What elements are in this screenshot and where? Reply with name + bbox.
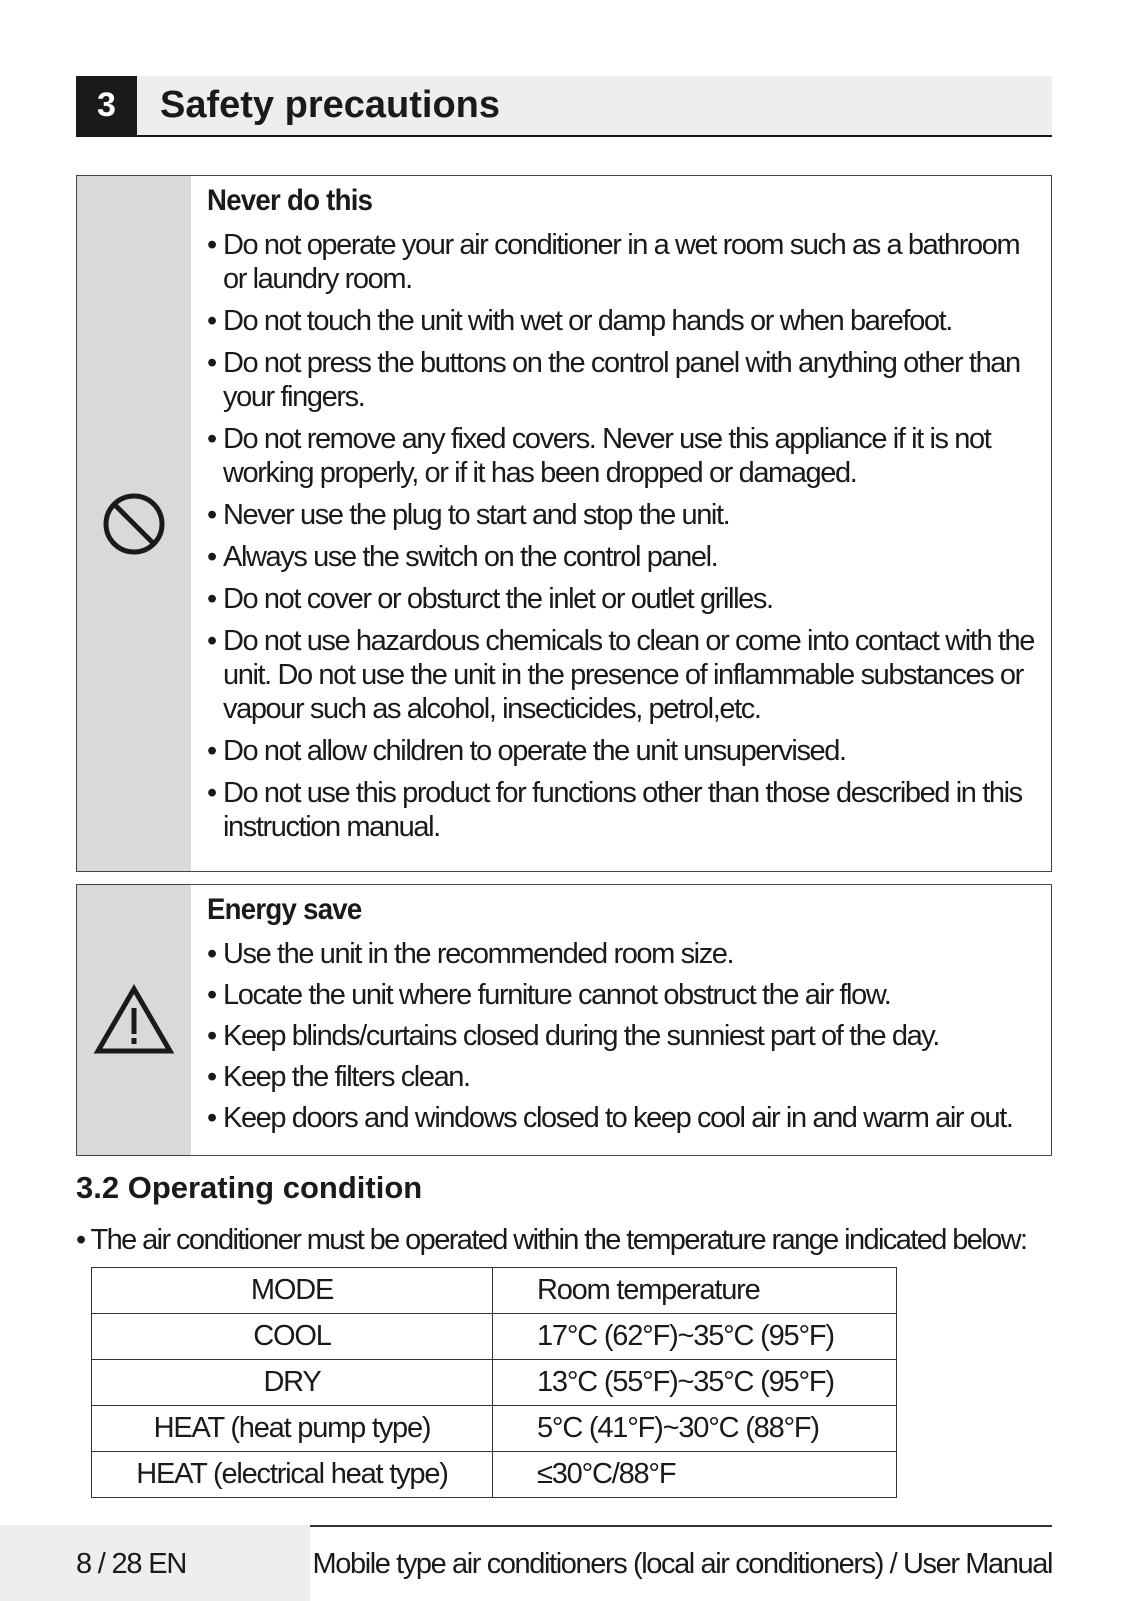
subsection-intro: • The air conditioner must be operated within the temperature range indicated below:: [76, 1224, 1027, 1256]
table-row: [92, 1314, 897, 1360]
footer-divider: [310, 1525, 1052, 1527]
list-item: • Do not use this product for functions other than those described in this instruction manual.: [207, 776, 1039, 844]
intro-text: The air conditioner must be operated within the temperature range indicated below:: [90, 1224, 1027, 1256]
page-number: 8 / 28 EN: [76, 1548, 187, 1580]
never-box-sidebar: [77, 176, 191, 871]
table-header-row: [92, 1268, 897, 1314]
temperature-cell: 13°C (55°F)~35°C (95°F): [493, 1360, 897, 1406]
mode-cell: HEAT (heat pump type): [92, 1406, 493, 1452]
list-item: • Always use the switch on the control panel.: [207, 540, 1039, 574]
energy-box-heading: Energy save: [207, 893, 362, 926]
section-number: 3: [76, 76, 137, 135]
section-header: [76, 76, 1052, 137]
temperature-cell: 17°C (62°F)~35°C (95°F): [493, 1314, 897, 1360]
list-item: • Do not use hazardous chemicals to clean or come into contact with the unit. Do not use the unit in the presence of inflammable substances or vapour such as alcohol, insecticides, petrol,etc.: [207, 624, 1039, 726]
document-title: Mobile type air conditioners (local air conditioners) / User Manual: [312, 1548, 1052, 1580]
never-list: [207, 228, 1039, 844]
table-row: [92, 1406, 897, 1452]
list-item: • Do not touch the unit with wet or damp hands or when barefoot.: [207, 304, 1039, 338]
list-item: • Use the unit in the recommended room size.: [207, 937, 1039, 971]
list-item: • Do not remove any fixed covers. Never use this appliance if it is not working properly, or if it has been dropped or damaged.: [207, 422, 1039, 490]
list-item: • Keep doors and windows closed to keep cool air in and warm air out.: [207, 1101, 1039, 1135]
table-row: [92, 1452, 897, 1498]
list-item: • Never use the plug to start and stop the unit.: [207, 498, 1039, 532]
mode-cell: HEAT (electrical heat type): [92, 1452, 493, 1498]
section-title: Safety precautions: [160, 84, 500, 126]
energy-list: [207, 937, 1039, 1135]
mode-cell: DRY: [92, 1360, 493, 1406]
never-do-this-box: [76, 175, 1052, 872]
list-item: • Do not cover or obsturct the inlet or outlet grilles.: [207, 582, 1039, 616]
prohibited-icon: [101, 491, 167, 557]
list-item: • Keep blinds/curtains closed during the sunniest part of the day.: [207, 1019, 1039, 1053]
mode-cell: COOL: [92, 1314, 493, 1360]
list-item: • Locate the unit where furniture cannot obstruct the air flow.: [207, 978, 1039, 1012]
never-box-heading: Never do this: [207, 184, 373, 217]
operating-condition-table: [91, 1267, 897, 1498]
temperature-cell: 5°C (41°F)~30°C (88°F): [493, 1406, 897, 1452]
subsection-title: 3.2 Operating condition: [76, 1170, 423, 1205]
energy-box-sidebar: [77, 885, 191, 1155]
list-item: • Do not allow children to operate the unit unsupervised.: [207, 734, 1039, 768]
list-item: • Do not operate your air conditioner in a wet room such as a bathroom or laundry room.: [207, 228, 1039, 296]
column-header-mode: MODE: [92, 1268, 493, 1314]
list-item: • Keep the filters clean.: [207, 1060, 1039, 1094]
list-item: • Do not press the buttons on the control panel with anything other than your fingers.: [207, 346, 1039, 414]
column-header-temperature: Room temperature: [493, 1268, 897, 1314]
table-row: [92, 1360, 897, 1406]
energy-save-box: [76, 884, 1052, 1156]
warning-triangle-icon: [93, 984, 175, 1056]
temperature-cell: ≤30°C/88°F: [493, 1452, 897, 1498]
